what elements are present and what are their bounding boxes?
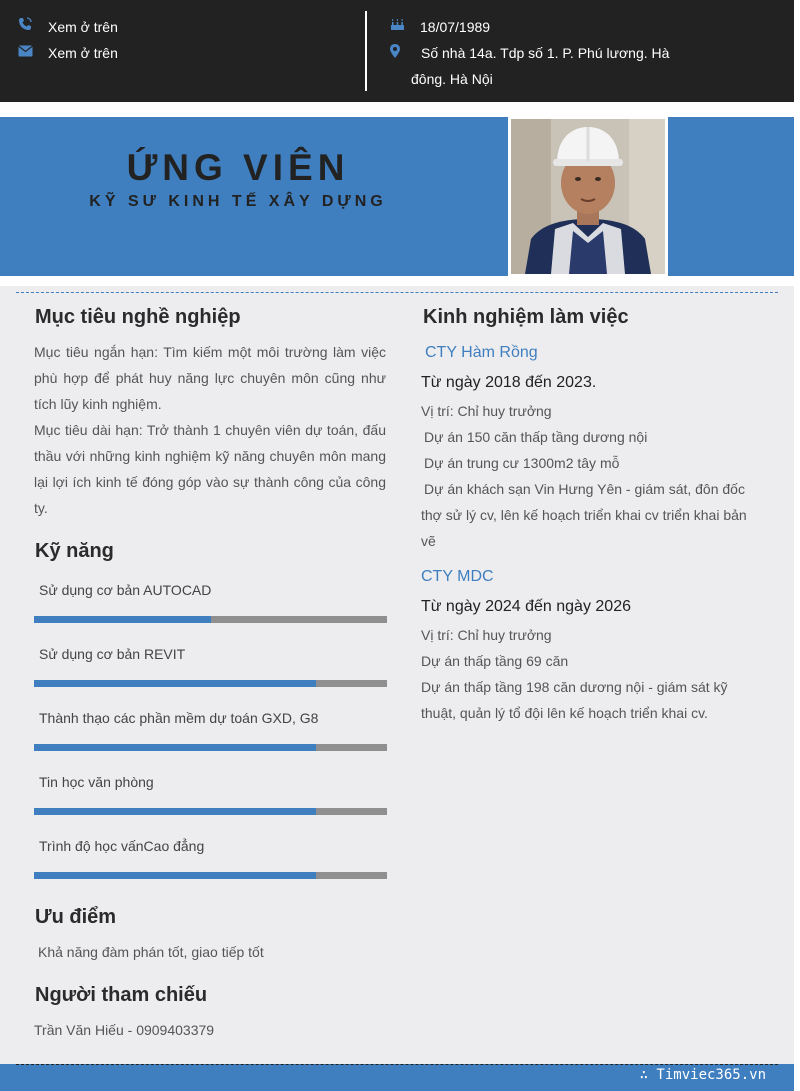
skill-label: Trình độ học vấnCao đẳng bbox=[39, 838, 205, 854]
objective-short-term: Mục tiêu ngắn hạn: Tìm kiếm một môi trường làm việc phù hợp để phát huy năng lực chuyên môn cũng như tích lũy kinh nghiệm. bbox=[34, 344, 386, 412]
footer-bar bbox=[0, 1064, 794, 1091]
cake-icon bbox=[390, 14, 420, 40]
job-company: CTY MDC bbox=[421, 568, 494, 585]
map-marker-icon bbox=[390, 40, 400, 66]
candidate-title: ỨNG VIÊN bbox=[126, 147, 350, 188]
job-company: CTY Hàm Rồng bbox=[425, 344, 538, 361]
contact-left bbox=[18, 14, 358, 66]
job-detail: Dự án khách sạn Vin Hưng Yên - giám sát, đôn đốc thợ sử lý cv, lên kế hoạch triển khai cv triển khai bản vẽ bbox=[421, 481, 747, 549]
objective-long-term: Mục tiêu dài hạn: Trở thành 1 chuyên viên dự toán, đấu thầu với những kinh nghiệm kỹ năng chuyên môn mang lại lợi ích kinh tế đóng góp vào sự thành công của công ty. bbox=[34, 422, 386, 516]
job-detail: Dự án trung cư 1300m2 tây mỗ bbox=[424, 455, 620, 471]
skill-level-fill bbox=[34, 744, 316, 751]
header-banner bbox=[0, 117, 794, 276]
top-dashed-divider bbox=[16, 292, 778, 293]
skill-level-bar bbox=[34, 680, 387, 687]
skill-label: Sử dụng cơ bản AUTOCAD bbox=[39, 582, 212, 598]
main-content bbox=[0, 286, 794, 1064]
skills-heading: Kỹ năng bbox=[35, 540, 114, 562]
skill-label: Thành thạo các phần mềm dự toán GXD, G8 bbox=[39, 710, 319, 726]
envelope-icon bbox=[18, 40, 48, 66]
contact-address bbox=[390, 40, 680, 92]
phone-value: Xem ở trên bbox=[48, 19, 118, 35]
contact-phone bbox=[18, 14, 358, 40]
contact-divider bbox=[365, 11, 367, 91]
skill-level-fill bbox=[34, 616, 211, 623]
skill-level-fill bbox=[34, 808, 316, 815]
bottom-dashed-divider bbox=[16, 1064, 778, 1065]
job-detail: Dự án thấp tầng 69 căn bbox=[421, 653, 569, 669]
contact-bar bbox=[0, 0, 794, 102]
reference-heading: Người tham chiếu bbox=[35, 984, 208, 1006]
contact-birthday bbox=[390, 14, 680, 40]
objective-heading: Mục tiêu nghề nghiệp bbox=[35, 306, 241, 328]
skill-label: Sử dụng cơ bản REVIT bbox=[39, 646, 186, 662]
reference-text: Trần Văn Hiếu - 0909403379 bbox=[34, 1022, 215, 1038]
skill-level-bar bbox=[34, 872, 387, 879]
strengths-heading: Ưu điểm bbox=[35, 906, 117, 928]
avatar bbox=[508, 117, 668, 276]
brand-link[interactable]: ∴ Timviec365.vn bbox=[639, 1067, 766, 1083]
experience-heading: Kinh nghiệm làm việc bbox=[423, 306, 629, 328]
address-line-1: Số nhà 14a. Tdp số 1. P. Phú lương. Hà bbox=[421, 45, 670, 61]
job-title: KỸ SƯ KINH TẾ XÂY DỰNG bbox=[89, 193, 387, 210]
job-item bbox=[421, 342, 751, 554]
skill-label: Tin học văn phòng bbox=[39, 774, 154, 790]
strengths-text: Khả năng đàm phán tốt, giao tiếp tốt bbox=[38, 944, 264, 960]
phone-icon bbox=[18, 14, 48, 40]
address-line-2: đông. Hà Nội bbox=[411, 71, 493, 87]
job-position: Vị trí: Chỉ huy trưởng bbox=[421, 627, 552, 643]
contact-email bbox=[18, 40, 358, 66]
objective-section bbox=[34, 339, 386, 521]
job-position: Vị trí: Chỉ huy trưởng bbox=[421, 403, 552, 419]
job-detail: Dự án thấp tầng 198 căn dương nội - giám sát kỹ thuật, quản lý tổ đội lên kế hoạch triển khai cv. bbox=[421, 679, 728, 721]
email-value: Xem ở trên bbox=[48, 45, 118, 61]
job-item bbox=[421, 566, 751, 726]
skill-level-fill bbox=[34, 680, 316, 687]
skill-level-bar bbox=[34, 744, 387, 751]
job-detail: Dự án 150 căn thấp tầng dương nội bbox=[424, 429, 648, 445]
skill-level-fill bbox=[34, 872, 316, 879]
job-period: Từ ngày 2018 đến 2023. bbox=[421, 374, 597, 391]
skill-level-bar bbox=[34, 616, 387, 623]
birthday-value: 18/07/1989 bbox=[420, 19, 491, 35]
skill-level-bar bbox=[34, 808, 387, 815]
contact-right bbox=[390, 14, 680, 92]
job-period: Từ ngày 2024 đến ngày 2026 bbox=[421, 598, 631, 615]
